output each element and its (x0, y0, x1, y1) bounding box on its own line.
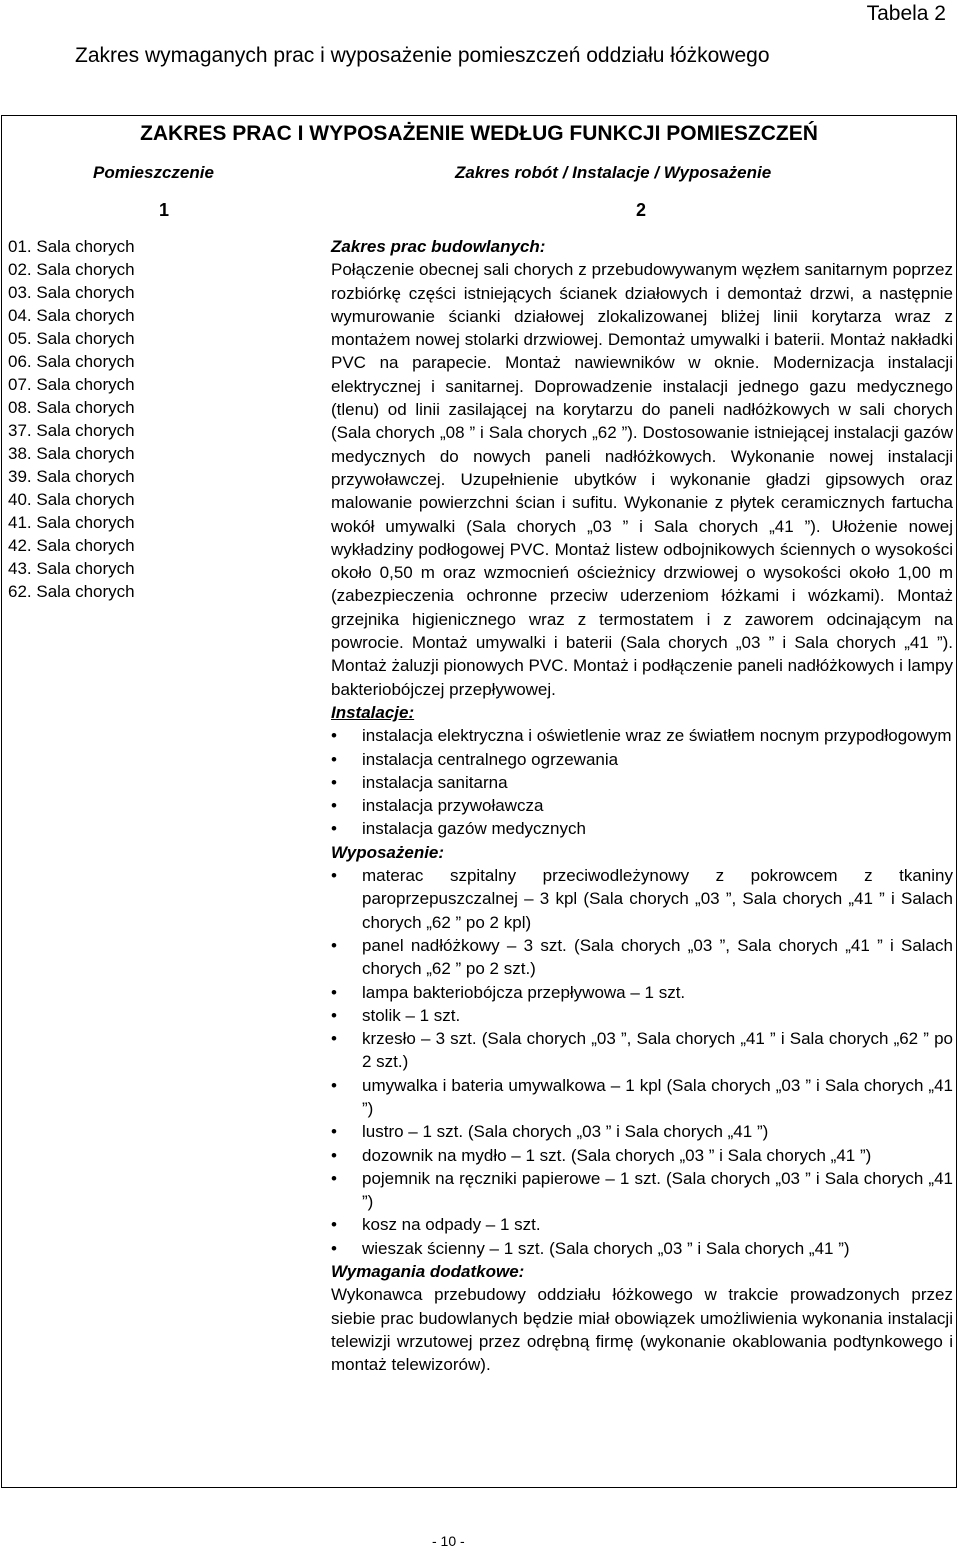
list-item-text: instalacja elektryczna i oświetlenie wraz ze światłem nocnym przypodłogowym (362, 726, 952, 746)
list-item-text: krzesło – 3 szt. (Sala chorych „03 ”, Sala chorych „41 ” i Sala chorych „62 ” po 2 szt.) (362, 1029, 953, 1072)
bullet-icon: • (331, 1168, 337, 1188)
room-item: 41. Sala chorych (8, 513, 135, 532)
list-item-text: wieszak ścienny – 1 szt. (Sala chorych „03 ” i Sala chorych „41 ”) (362, 1238, 850, 1258)
list-item (331, 1213, 953, 1236)
column-header-scope: Zakres robót / Instalacje / Wyposażenie (455, 163, 772, 182)
list-item (331, 794, 953, 817)
additional-requirements-heading: Wymagania dodatkowe: (331, 1262, 525, 1282)
bullet-icon: • (331, 982, 337, 1002)
room-item: 42. Sala chorych (8, 536, 135, 555)
bullet-icon: • (331, 1238, 337, 1258)
construction-heading: Zakres prac budowlanych: (331, 237, 546, 256)
table-label: Tabela 2 (866, 2, 946, 25)
room-item: 02. Sala chorych (8, 260, 135, 279)
list-item (331, 817, 953, 840)
equipment-list (331, 864, 953, 1260)
list-item (331, 1027, 953, 1074)
room-item: 39. Sala chorych (8, 467, 135, 486)
room-list (8, 235, 135, 603)
equipment-heading: Wyposażenie: (331, 842, 445, 862)
list-item-text: lampa bakteriobójcza przepływowa – 1 szt. (362, 982, 686, 1002)
room-item: 38. Sala chorych (8, 444, 135, 463)
scope-content (331, 235, 953, 1377)
scope-table (1, 115, 957, 1488)
list-item-text: instalacja sanitarna (362, 772, 508, 792)
room-item: 62. Sala chorych (8, 582, 135, 601)
list-item (331, 1144, 953, 1167)
room-item: 37. Sala chorych (8, 421, 135, 440)
bullet-icon: • (331, 1029, 337, 1049)
room-item: 40. Sala chorych (8, 490, 135, 509)
list-item (331, 981, 953, 1004)
bullet-icon: • (331, 1145, 337, 1165)
bullet-icon: • (331, 796, 337, 816)
bullet-icon: • (331, 866, 337, 886)
room-item: 06. Sala chorych (8, 352, 135, 371)
list-item (331, 1120, 953, 1143)
bullet-icon: • (331, 1005, 337, 1025)
bullet-icon: • (331, 1215, 337, 1235)
construction-description: Połączenie obecnej sali chorych z przebudowywanym węzłem sanitarnym poprzez rozbiórkę części istniejących ścianek działowych i demontaż drzwi, a następnie wymurowanie ścianki działowej zlokalizowanej bliżej linii korytarza wraz z montażem nowej stolarki drzwiowej. Demontaż umywalki i baterii. Montaż nakładki PVC na parapecie. Montaż nawiewników w oknie. Modernizacja instalacji elektrycznej i sanitarnej. Doprowadzenie instalacji jednego gazu medycznego (tlenu) od linii zasilającej na korytarzu do paneli nadłóżkowych w sali chorych (Sala chorych „08 ” i Sala chorych „62 ”). Dostosowanie istniejącej instalacji gazów medycznych do nowych paneli nadłóżkowych. Wykonanie nowej instalacji przywoławczej. Uzupełnienie ubytków i wykonanie gładzi gipsowych oraz malowanie powierzchni ścian i sufitu. Wykonanie z płytek ceramicznych fartucha wokół umywalki (Sala chorych „03 ” i Sala chorych „41 ”). Ułożenie nowej wykładziny podłogowej PVC. Montaż listew odbojnikowych ściennych o wysokości około 0,50 m oraz wzmocnień ościeżnicy drzwiowej o wysokości około 1,00 m (zabezpieczenia ochronne przeciw uderzeniom łóżkami i wózkami). Montaż grzejnika higienicznego wraz z termostatem i z zaworem odcinającym na powrocie. Montaż umywalki i baterii (Sala chorych „03 ” i Sala chorych „41 ”). Montaż żaluzji pionowych PVC. Montaż i podłączenie paneli nadłóżkowych i lampy bakteriobójczej przepływowej. (331, 260, 953, 699)
room-item: 07. Sala chorych (8, 375, 135, 394)
room-item: 04. Sala chorych (8, 306, 135, 325)
bullet-icon: • (331, 935, 337, 955)
room-item: 03. Sala chorych (8, 283, 135, 302)
installations-heading: Instalacje: (331, 702, 415, 722)
additional-requirements-text: Wykonawca przebudowy oddziału łóżkowego w trakcie prowadzonych przez siebie prac budowlanych będzie miał obowiązek umożliwienia wykonania instalacji telewizji wrzutowej przez odrębną firmę (wykonanie okablowania podtynkowego i montaż telewizorów). (331, 1285, 953, 1375)
list-item (331, 1237, 953, 1260)
bullet-icon: • (331, 1122, 337, 1142)
table-title: ZAKRES PRAC I WYPOSAŻENIE WEDŁUG FUNKCJI POMIESZCZEŃ (140, 122, 818, 145)
column-header-room: Pomieszczenie (93, 163, 214, 182)
room-item: 08. Sala chorych (8, 398, 135, 417)
list-item-text: dozownik na mydło – 1 szt. (Sala chorych „03 ” i Sala chorych „41 ”) (362, 1145, 872, 1165)
list-item (331, 724, 953, 747)
room-item: 01. Sala chorych (8, 237, 135, 256)
room-item: 43. Sala chorych (8, 559, 135, 578)
installations-list (331, 724, 953, 840)
list-item-text: lustro – 1 szt. (Sala chorych „03 ” i Sala chorych „41 ”) (362, 1122, 769, 1142)
list-item (331, 864, 953, 934)
list-item-text: pojemnik na ręczniki papierowe – 1 szt. (Sala chorych „03 ” i Sala chorych „41 ”) (362, 1168, 953, 1212)
list-item-text: materac szpitalny przeciwodleżynowy z pokrowcem z tkaniny paroprzepuszczalnej – 3 kpl (Sala chorych „03 ”, Sala chorych „41 ” i Salach chorych „62 ” po 2 kpl) (362, 866, 953, 932)
list-item (331, 1004, 953, 1027)
list-item (331, 1074, 953, 1121)
page-number: - 10 - (432, 1533, 465, 1549)
room-item: 05. Sala chorych (8, 329, 135, 348)
list-item (331, 748, 953, 771)
column-number-1: 1 (159, 200, 170, 220)
document-title: Zakres wymaganych prac i wyposażenie pomieszczeń oddziału łóżkowego (75, 44, 770, 67)
bullet-icon: • (331, 749, 337, 769)
list-item (331, 1167, 953, 1214)
list-item-text: stolik – 1 szt. (362, 1005, 461, 1025)
list-item-text: instalacja przywoławcza (362, 796, 544, 816)
list-item-text: umywalka i bateria umywalkowa – 1 kpl (Sala chorych „03 ” i Sala chorych „41 ”) (362, 1075, 953, 1118)
list-item (331, 771, 953, 794)
list-item-text: kosz na odpady – 1 szt. (362, 1215, 541, 1235)
bullet-icon: • (331, 772, 337, 792)
bullet-icon: • (331, 819, 337, 839)
bullet-icon: • (331, 1075, 337, 1095)
bullet-icon: • (331, 726, 337, 746)
list-item (331, 934, 953, 981)
list-item-text: panel nadłóżkowy – 3 szt. (Sala chorych „03 ”, Sala chorych „41 ” i Salach chorych „62 ” po 2 szt.) (362, 935, 953, 979)
list-item-text: instalacja gazów medycznych (362, 819, 586, 839)
list-item-text: instalacja centralnego ogrzewania (362, 749, 619, 769)
column-number-2: 2 (636, 200, 647, 220)
